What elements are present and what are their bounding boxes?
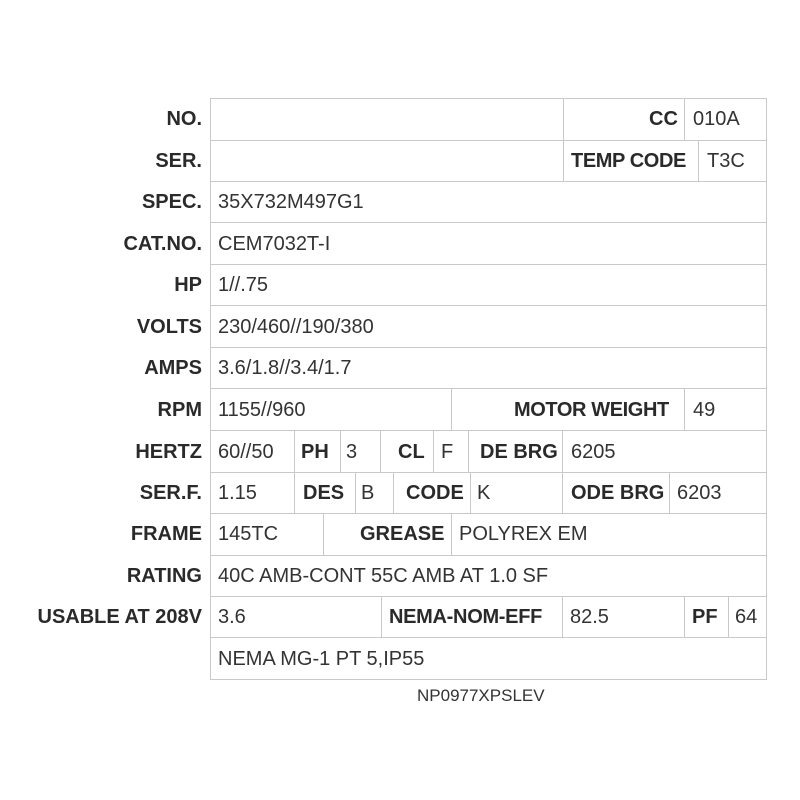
- value-ode-brg: 6203: [677, 482, 722, 504]
- label-cc: CC: [649, 108, 678, 130]
- value-hertz: 60//50: [218, 441, 274, 463]
- grid-line: [210, 222, 767, 223]
- value-note: NEMA MG-1 PT 5,IP55: [218, 648, 425, 670]
- grid-line: [698, 140, 699, 181]
- grid-line: [433, 430, 434, 472]
- grid-line: [684, 596, 685, 637]
- label-serf: SER.F.: [139, 482, 202, 504]
- grid-line: [210, 98, 211, 680]
- label-spec: SPEC.: [141, 191, 202, 213]
- label-nema-nom-eff: NEMA-NOM-EFF: [389, 606, 543, 628]
- value-pf: 64: [735, 606, 758, 628]
- grid-line: [294, 430, 295, 472]
- label-ode-brg: ODE BRG: [571, 482, 665, 504]
- label-des: DES: [303, 482, 345, 504]
- value-temp-code: T3C: [707, 150, 745, 172]
- grid-line: [562, 472, 563, 513]
- grid-line: [355, 472, 356, 513]
- label-motor-weight: MOTOR WEIGHT: [514, 399, 669, 421]
- grid-line: [451, 388, 452, 430]
- label-ph: PH: [301, 441, 329, 463]
- grid-line: [669, 472, 670, 513]
- grid-line: [470, 472, 471, 513]
- value-cc: 010A: [693, 108, 740, 130]
- label-code: CODE: [406, 482, 464, 504]
- value-spec: 35X732M497G1: [218, 191, 364, 213]
- grid-line: [210, 140, 767, 141]
- label-catno: CAT.NO.: [123, 233, 202, 255]
- grid-line: [210, 305, 767, 306]
- grid-line: [451, 513, 452, 555]
- grid-line: [380, 430, 381, 472]
- grid-line: [684, 388, 685, 430]
- label-grease: GREASE: [360, 523, 445, 545]
- value-nema-nom-eff: 82.5: [570, 606, 609, 628]
- grid-line: [210, 555, 767, 556]
- label-rpm: RPM: [157, 399, 202, 421]
- grid-line: [393, 472, 394, 513]
- grid-line: [468, 430, 469, 472]
- value-de-brg: 6205: [571, 441, 616, 463]
- label-rating: RATING: [126, 565, 202, 587]
- value-des: B: [361, 482, 375, 504]
- label-ser: SER.: [155, 150, 202, 172]
- grid-line: [210, 181, 767, 182]
- value-motor-weight: 49: [693, 399, 716, 421]
- grid-line: [340, 430, 341, 472]
- label-amps: AMPS: [144, 357, 202, 379]
- grid-line: [381, 596, 382, 637]
- grid-line: [766, 98, 767, 680]
- value-serf: 1.15: [218, 482, 257, 504]
- label-frame: FRAME: [130, 523, 202, 545]
- value-grease: POLYREX EM: [459, 523, 588, 545]
- label-hp: HP: [174, 274, 202, 296]
- label-de-brg: DE BRG: [480, 441, 558, 463]
- value-ph: 3: [346, 441, 358, 463]
- value-usable-at-208v: 3.6: [218, 606, 246, 628]
- value-cl: F: [441, 441, 454, 463]
- part-number: NP0977XPSLEV: [417, 686, 545, 705]
- grid-line: [210, 347, 767, 348]
- grid-line: [210, 513, 767, 514]
- grid-line: [210, 679, 767, 680]
- value-rpm: 1155//960: [218, 399, 306, 421]
- grid-line: [563, 98, 564, 181]
- value-frame: 145TC: [218, 523, 279, 545]
- value-catno: CEM7032T-I: [218, 233, 331, 255]
- grid-line: [684, 98, 685, 140]
- label-volts: VOLTS: [136, 316, 202, 338]
- grid-line: [562, 430, 563, 472]
- value-rating: 40C AMB-CONT 55C AMB AT 1.0 SF: [218, 565, 549, 587]
- value-amps: 3.6/1.8//3.4/1.7: [218, 357, 352, 379]
- label-temp-code: TEMP CODE: [571, 150, 686, 172]
- grid-line: [562, 596, 563, 637]
- grid-line: [294, 472, 295, 513]
- value-code: K: [477, 482, 491, 504]
- grid-line: [210, 264, 767, 265]
- label-usable-at-208v: USABLE AT 208V: [37, 606, 202, 628]
- label-pf: PF: [692, 606, 718, 628]
- label-cl: CL: [398, 441, 425, 463]
- grid-line: [728, 596, 729, 637]
- grid-line: [210, 637, 767, 638]
- label-hertz: HERTZ: [135, 441, 202, 463]
- grid-line: [323, 513, 324, 555]
- value-hp: 1//.75: [218, 274, 269, 296]
- value-volts: 230/460//190/380: [218, 316, 374, 338]
- label-no: NO.: [166, 108, 202, 130]
